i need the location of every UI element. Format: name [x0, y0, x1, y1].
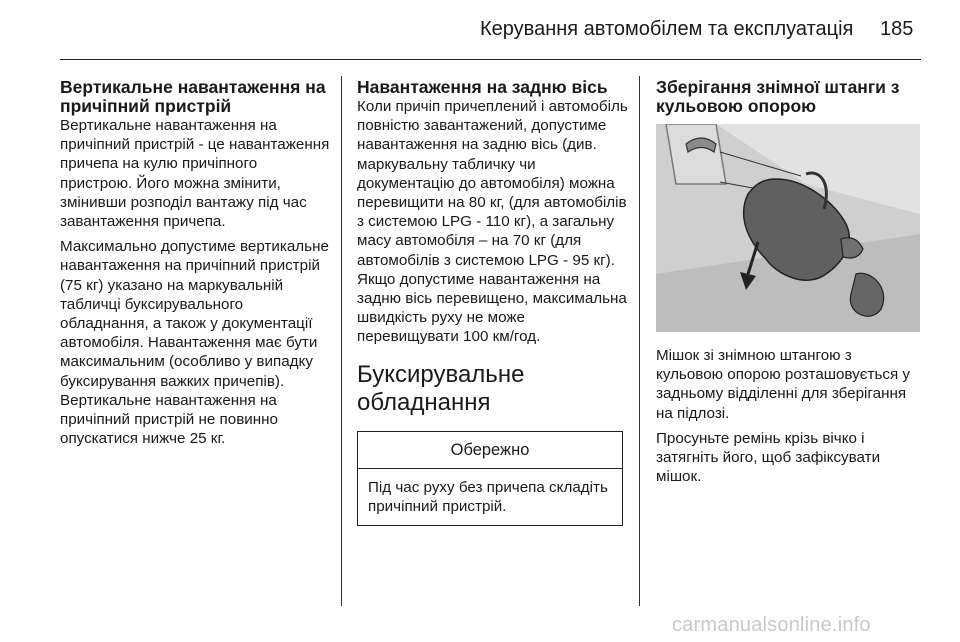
rear-axle-load-heading: Навантаження на задню вісь	[357, 77, 608, 97]
caution-notice-title: Обережно	[358, 432, 622, 469]
page-number: 185	[880, 18, 914, 40]
rear-axle-load-paragraph: Коли причіп причеплений і автомобіль повністю завантажений, допустиме навантаження на задню вісь (див. маркувальну табличку чи документацію до автомобіля) можна перевищити на 80 кг, (для автомобілів з системою LPG - 110 кг), а загальну масу автомобіля – на 70 кг (для автомобілів з системою LPG - 95 кг). Якщо допустиме навантаження на задню вісь перевищено, максимальна швидкість руху не може перевищувати 100 км/год.	[357, 98, 628, 346]
tongue-load-heading: Вертикальне навантаження на причіпний пристрій	[60, 77, 326, 116]
caution-notice-text: Під час руху без причепа складіть причіпний пристрій.	[368, 478, 608, 516]
tongue-load-paragraph-1: Вертикальне навантаження на причіпний пристрій - це навантаження причепа на кулю причіпного пристрою. Його можна змінити, змінивши розподіл вантажу під час завантаження причепа.	[60, 117, 330, 231]
storage-bag-illustration	[656, 124, 920, 332]
ball-bar-storage-heading: Зберігання знімної штанги з кульовою опорою	[656, 77, 900, 116]
caution-notice-box	[357, 431, 623, 527]
page-header-title: Керування автомобілем та експлуатація	[480, 18, 854, 40]
tongue-load-paragraph-2: Максимально допустиме вертикальне навантаження на причіпний пристрій (75 кг) указано на маркувальній табличці буксирувального обладнання, а також у документації автомобіля. Навантаження має бути максимальним (особливо у випадку буксирування важких причепів). Вертикальне навантаження на причіпний пристрій не повинно опускатися нижче 25 кг.	[60, 238, 329, 448]
ball-bar-storage-paragraph-1: Мішок зі знімною штангою з кульовою опорою розташовується у задньому відділенні для зберігання на підлозі.	[656, 347, 910, 422]
watermark-text: carmanualsonline.info	[672, 614, 871, 636]
column-divider-1	[341, 76, 342, 606]
column-1	[60, 78, 330, 448]
column-2	[357, 78, 630, 526]
ball-bar-storage-paragraph-2: Просуньте ремінь крізь вічко і затягніть його, щоб зафіксувати мішок.	[656, 429, 881, 486]
towing-equipment-section-title: Буксирувальне обладнання	[357, 360, 525, 416]
header-divider	[60, 59, 921, 60]
column-3	[656, 78, 922, 486]
column-divider-2	[639, 76, 640, 606]
